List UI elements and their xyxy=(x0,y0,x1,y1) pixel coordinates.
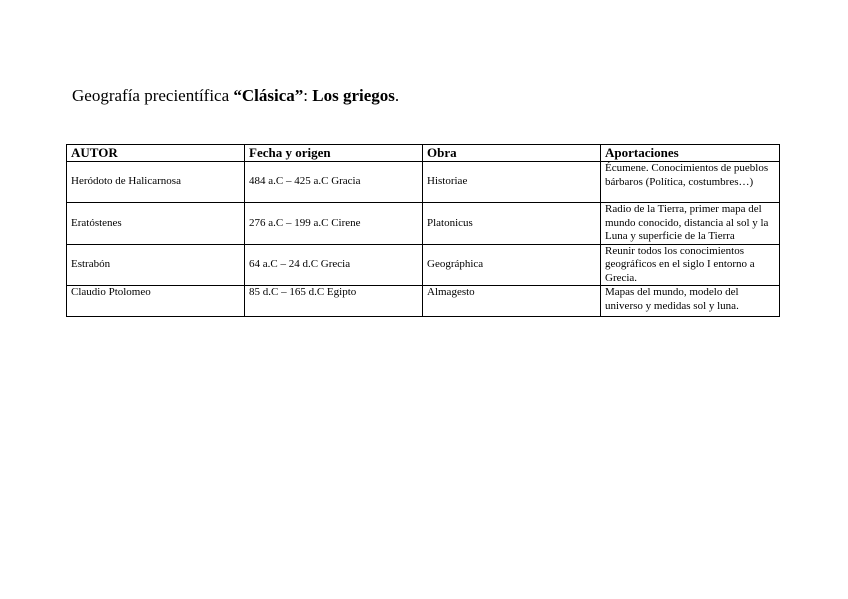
cell-autor: Heródoto de Halicarnosa xyxy=(67,162,245,203)
cell-fecha: 85 d.C – 165 d.C Egipto xyxy=(245,286,423,317)
header-autor: AUTOR xyxy=(67,145,245,162)
cell-fecha: 276 a.C – 199 a.C Cirene xyxy=(245,203,423,245)
cell-aportaciones: Mapas del mundo, modelo del universo y medidas sol y luna. xyxy=(601,286,780,317)
cell-obra: Geográphica xyxy=(423,244,601,286)
cell-obra: Platonicus xyxy=(423,203,601,245)
cell-obra: Historiae xyxy=(423,162,601,203)
table-row xyxy=(67,286,780,317)
title-part-period: . xyxy=(394,86,400,105)
cell-fecha: 484 a.C – 425 a.C Gracia xyxy=(245,162,423,203)
header-fecha: Fecha y origen xyxy=(245,145,423,162)
title-part-griegos: Los griegos xyxy=(312,86,395,105)
table-row xyxy=(67,244,780,286)
cell-aportaciones: Radio de la Tierra, primer mapa del mundo conocido, distancia al sol y la Luna y superficie de la Tierra xyxy=(601,203,780,245)
cell-autor: Eratóstenes xyxy=(67,203,245,245)
table-header-row xyxy=(67,145,780,162)
cell-aportaciones: Écumene. Conocimientos de pueblos bárbaros (Política, costumbres…) xyxy=(601,162,780,203)
cell-fecha: 64 a.C – 24 d.C Grecia xyxy=(245,244,423,286)
header-aportaciones: Aportaciones xyxy=(601,145,780,162)
table-row xyxy=(67,203,780,245)
cell-aportaciones: Reunir todos los conocimientos geográficos en el siglo I entorno a Grecia. xyxy=(601,244,780,286)
page-title xyxy=(72,85,399,107)
cell-obra: Almagesto xyxy=(423,286,601,317)
authors-table xyxy=(66,144,780,317)
cell-autor: Estrabón xyxy=(67,244,245,286)
table-row xyxy=(67,162,780,203)
title-part-colon: : xyxy=(303,86,313,105)
header-obra: Obra xyxy=(423,145,601,162)
title-part-clasica: “Clásica” xyxy=(233,86,304,105)
cell-autor: Claudio Ptolomeo xyxy=(67,286,245,317)
title-part-plain: Geografía precientífica xyxy=(72,86,234,105)
